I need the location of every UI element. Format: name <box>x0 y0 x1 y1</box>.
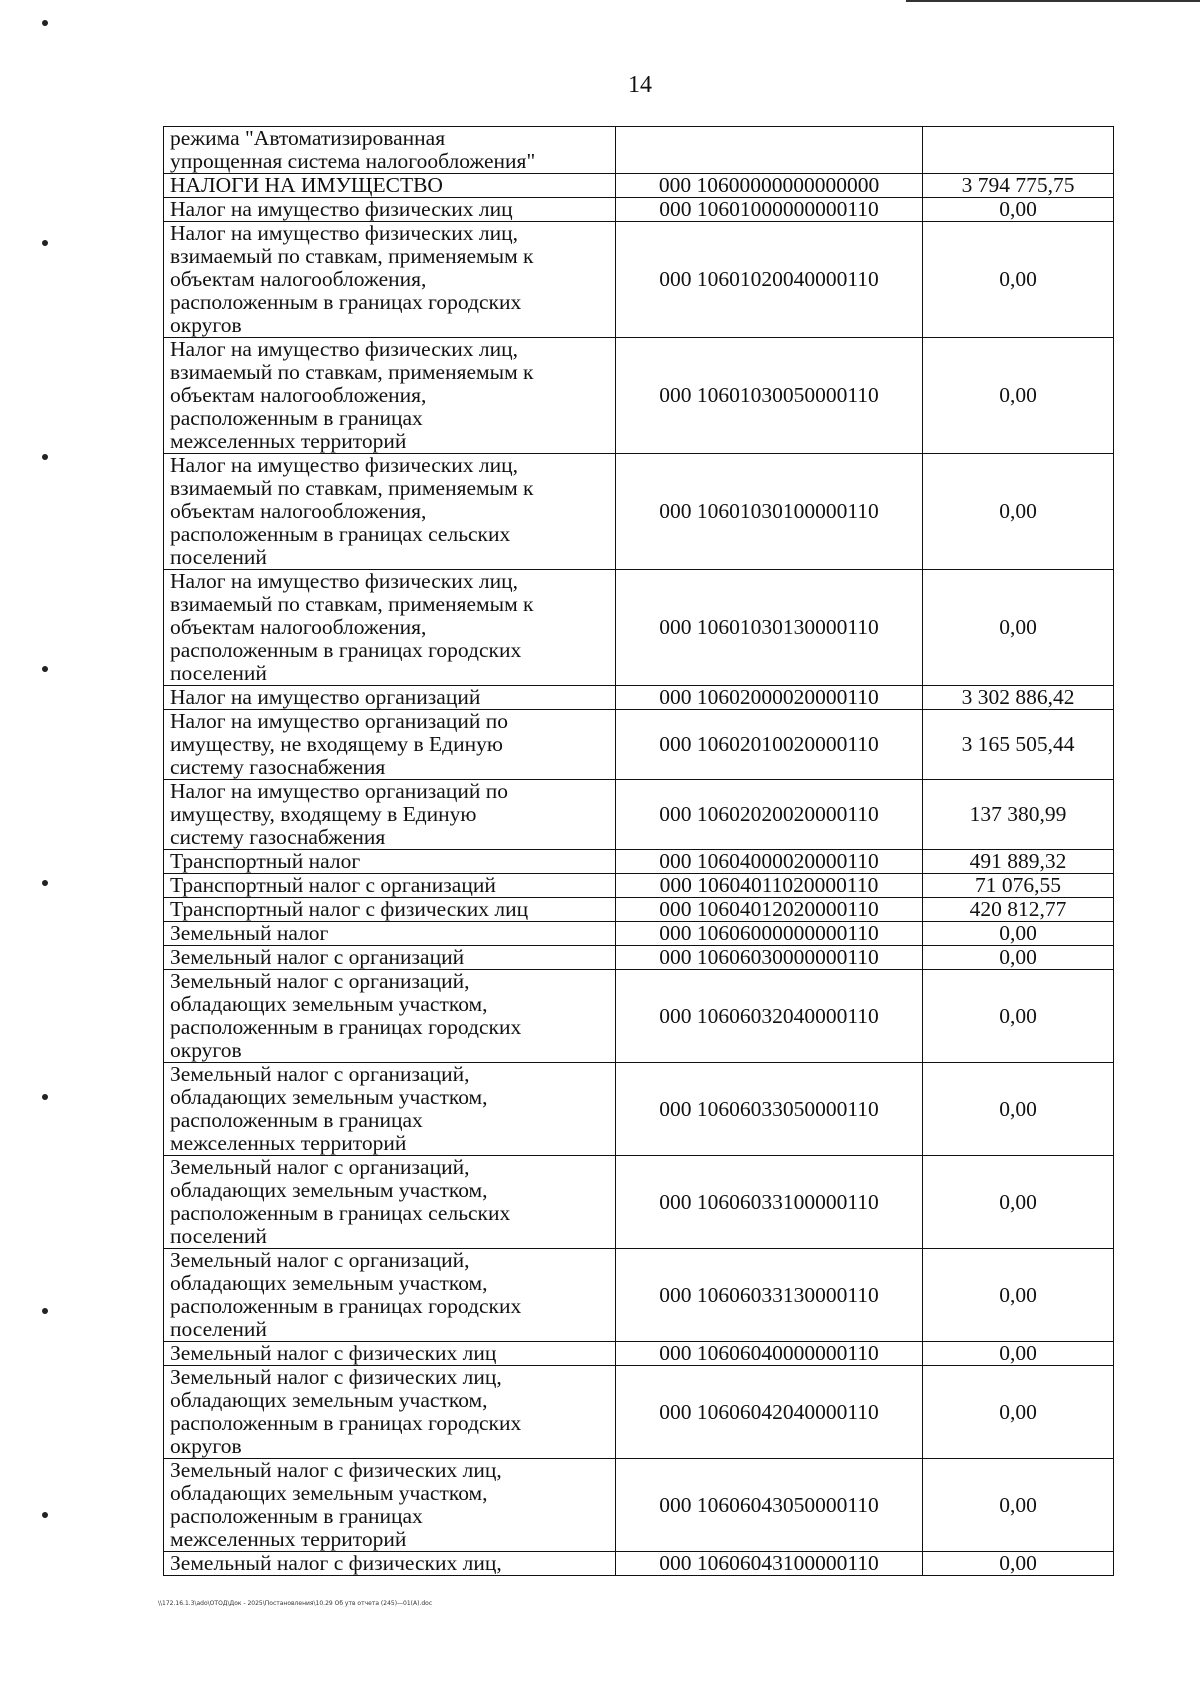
table-row <box>164 922 1114 946</box>
table-row <box>164 222 1114 338</box>
table-cell-amount: 0,00 <box>923 454 1114 570</box>
table-row <box>164 874 1114 898</box>
page-number: 14 <box>628 72 652 98</box>
table-row <box>164 1156 1114 1249</box>
table-cell-amount: 71 076,55 <box>923 874 1114 898</box>
table-cell-code: 000 10604012020000110 <box>616 898 923 922</box>
table-cell-code: 000 10601000000000110 <box>616 198 923 222</box>
table-cell-code: 000 10600000000000000 <box>616 174 923 198</box>
table-cell-amount: 3 302 886,42 <box>923 686 1114 710</box>
table-cell-name: Земельный налог с организаций, обладающих земельным участком, расположенным в границах межселенных территорий <box>164 1063 616 1156</box>
table-cell-name: Земельный налог с организаций, обладающих земельным участком, расположенным в границах городских округов <box>164 970 616 1063</box>
table-cell-code: 000 10606042040000110 <box>616 1366 923 1459</box>
table-cell-amount: 0,00 <box>923 1156 1114 1249</box>
table-cell-code: 000 10606043050000110 <box>616 1459 923 1552</box>
table-cell-code: 000 10602010020000110 <box>616 710 923 780</box>
table-cell-code <box>616 127 923 174</box>
table-cell-name: Налог на имущество физических лиц, взимаемый по ставкам, применяемым к объектам налогообложения, расположенным в границах межселенных территорий <box>164 338 616 454</box>
table-row <box>164 127 1114 174</box>
table-cell-amount: 0,00 <box>923 1249 1114 1342</box>
table-cell-amount: 0,00 <box>923 1063 1114 1156</box>
table-cell-code: 000 10604000020000110 <box>616 850 923 874</box>
revenue-table-body <box>164 127 1114 1576</box>
table-cell-code: 000 10606040000000110 <box>616 1342 923 1366</box>
table-cell-name: Земельный налог с физических лиц, обладающих земельным участком, расположенным в границах городских округов <box>164 1366 616 1459</box>
table-cell-name: Налог на имущество физических лиц, взимаемый по ставкам, применяемым к объектам налогообложения, расположенным в границах городских поселений <box>164 570 616 686</box>
table-cell-name: Земельный налог с физических лиц <box>164 1342 616 1366</box>
table-cell-code: 000 10602020020000110 <box>616 780 923 850</box>
scan-mark <box>42 1308 48 1314</box>
table-cell-amount: 491 889,32 <box>923 850 1114 874</box>
scan-mark <box>42 454 48 460</box>
revenue-table <box>163 126 1114 1576</box>
table-cell-code: 000 10606033050000110 <box>616 1063 923 1156</box>
table-cell-amount: 0,00 <box>923 198 1114 222</box>
table-cell-amount: 3 794 775,75 <box>923 174 1114 198</box>
table-row <box>164 1342 1114 1366</box>
table-cell-amount: 0,00 <box>923 222 1114 338</box>
table-cell-name: Налог на имущество физических лиц <box>164 198 616 222</box>
table-cell-name: Земельный налог <box>164 922 616 946</box>
table-cell-amount: 0,00 <box>923 970 1114 1063</box>
scan-mark <box>42 1094 48 1100</box>
table-cell-amount: 420 812,77 <box>923 898 1114 922</box>
table-cell-name: Транспортный налог <box>164 850 616 874</box>
table-cell-code: 000 10601030130000110 <box>616 570 923 686</box>
table-row <box>164 970 1114 1063</box>
table-row <box>164 1552 1114 1576</box>
table-cell-amount: 0,00 <box>923 1552 1114 1576</box>
table-row <box>164 198 1114 222</box>
table-row <box>164 946 1114 970</box>
table-cell-code: 000 10601030050000110 <box>616 338 923 454</box>
table-cell-code: 000 10606030000000110 <box>616 946 923 970</box>
scan-mark <box>42 880 48 886</box>
table-cell-name: Транспортный налог с физических лиц <box>164 898 616 922</box>
table-row <box>164 454 1114 570</box>
table-row <box>164 1459 1114 1552</box>
scan-mark <box>42 20 48 26</box>
table-cell-name: Земельный налог с физических лиц, обладающих земельным участком, расположенным в границах межселенных территорий <box>164 1459 616 1552</box>
table-cell-amount: 137 380,99 <box>923 780 1114 850</box>
table-cell-name: Земельный налог с организаций <box>164 946 616 970</box>
table-cell-code: 000 10601030100000110 <box>616 454 923 570</box>
table-cell-amount: 0,00 <box>923 1459 1114 1552</box>
table-cell-code: 000 10601020040000110 <box>616 222 923 338</box>
table-cell-code: 000 10606043100000110 <box>616 1552 923 1576</box>
table-row <box>164 780 1114 850</box>
scan-mark <box>42 666 48 672</box>
table-row <box>164 710 1114 780</box>
table-cell-amount: 0,00 <box>923 922 1114 946</box>
table-cell-name: режима "Автоматизированная упрощенная система налогообложения" <box>164 127 616 174</box>
table-cell-amount: 3 165 505,44 <box>923 710 1114 780</box>
table-cell-code: 000 10602000020000110 <box>616 686 923 710</box>
table-cell-amount: 0,00 <box>923 338 1114 454</box>
table-row <box>164 174 1114 198</box>
table-cell-amount: 0,00 <box>923 946 1114 970</box>
table-cell-name: Земельный налог с организаций, обладающих земельным участком, расположенным в границах сельских поселений <box>164 1156 616 1249</box>
table-cell-amount <box>923 127 1114 174</box>
table-row <box>164 570 1114 686</box>
scan-mark <box>42 240 48 246</box>
table-row <box>164 686 1114 710</box>
table-cell-name: Транспортный налог с организаций <box>164 874 616 898</box>
table-cell-code: 000 10606033100000110 <box>616 1156 923 1249</box>
table-row <box>164 1366 1114 1459</box>
table-row <box>164 850 1114 874</box>
table-cell-name: Земельный налог с физических лиц, <box>164 1552 616 1576</box>
table-cell-amount: 0,00 <box>923 570 1114 686</box>
table-cell-name: Земельный налог с организаций, обладающих земельным участком, расположенным в границах городских поселений <box>164 1249 616 1342</box>
table-row <box>164 898 1114 922</box>
table-cell-name: Налог на имущество организаций <box>164 686 616 710</box>
table-cell-amount: 0,00 <box>923 1366 1114 1459</box>
footer-file-path: \\172.16.1.3\ado\ОТОД\Док - 2025\Постановления\10.29 Об утв отчета (245)—01(А).doc <box>158 1600 433 1607</box>
table-cell-name: Налог на имущество физических лиц, взимаемый по ставкам, применяемым к объектам налогообложения, расположенным в границах сельских поселений <box>164 454 616 570</box>
table-cell-name: Налог на имущество физических лиц, взимаемый по ставкам, применяемым к объектам налогообложения, расположенным в границах городских округов <box>164 222 616 338</box>
table-cell-name: Налог на имущество организаций по имуществу, входящему в Единую систему газоснабжения <box>164 780 616 850</box>
table-cell-amount: 0,00 <box>923 1342 1114 1366</box>
top-edge-rule <box>906 0 1200 2</box>
table-cell-code: 000 10604011020000110 <box>616 874 923 898</box>
table-row <box>164 1249 1114 1342</box>
table-cell-code: 000 10606000000000110 <box>616 922 923 946</box>
scan-mark <box>42 1512 48 1518</box>
table-row <box>164 1063 1114 1156</box>
table-cell-code: 000 10606033130000110 <box>616 1249 923 1342</box>
table-cell-name: НАЛОГИ НА ИМУЩЕСТВО <box>164 174 616 198</box>
table-cell-code: 000 10606032040000110 <box>616 970 923 1063</box>
table-row <box>164 338 1114 454</box>
table-cell-name: Налог на имущество организаций по имуществу, не входящему в Единую систему газоснабжения <box>164 710 616 780</box>
